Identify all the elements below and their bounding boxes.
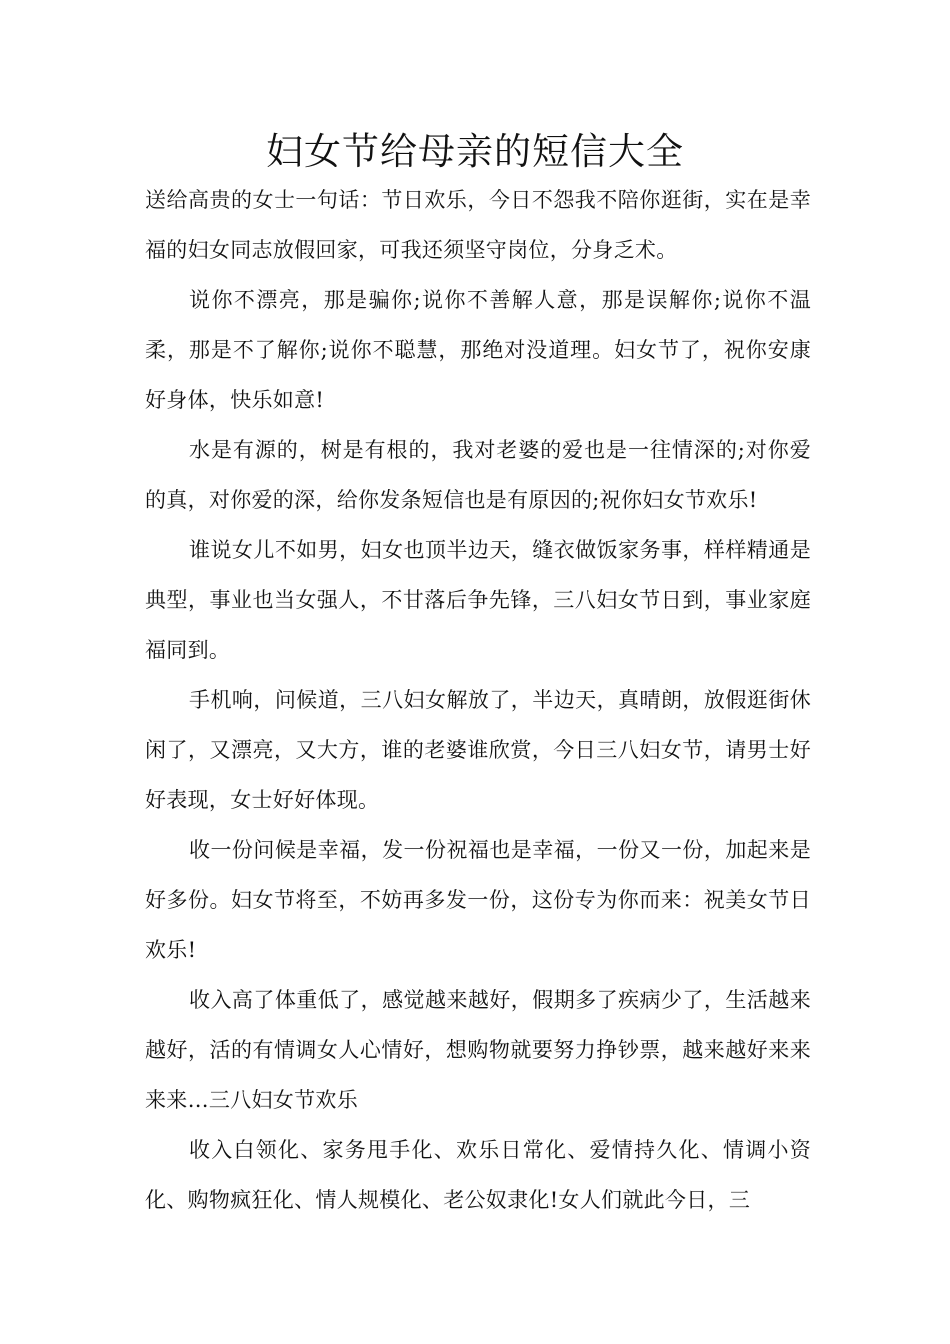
document-body <box>145 175 811 1225</box>
paragraph: 说你不漂亮，那是骗你;说你不善解人意，那是误解你;说你不温柔，那是不了解你;说你不聪慧，那绝对没道理。妇女节了，祝你安康好身体，快乐如意! <box>145 288 811 412</box>
paragraph: 收一份问候是幸福，发一份祝福也是幸福，一份又一份，加起来是好多份。妇女节将至，不妨再多发一份，这份专为你而来：祝美女节日欢乐! <box>145 838 811 962</box>
paragraph: 送给高贵的女士一句话：节日欢乐，今日不怨我不陪你逛街，实在是幸福的妇女同志放假回家，可我还须坚守岗位，分身乏术。 <box>145 188 811 262</box>
paragraph: 谁说女儿不如男，妇女也顶半边天，缝衣做饭家务事，样样精通是典型，事业也当女强人，不甘落后争先锋，三八妇女节日到，事业家庭福同到。 <box>145 538 811 662</box>
paragraph: 水是有源的，树是有根的，我对老婆的爱也是一往情深的;对你爱的真，对你爱的深，给你发条短信也是有原因的;祝你妇女节欢乐! <box>145 438 811 512</box>
paragraph: 手机响，问候道，三八妇女解放了，半边天，真晴朗，放假逛街休闲了，又漂亮，又大方，谁的老婆谁欣赏，今日三八妇女节，请男士好好表现，女士好好体现。 <box>145 688 811 812</box>
paragraph: 收入白领化、家务甩手化、欢乐日常化、爱情持久化、情调小资化、购物疯狂化、情人规模化、老公奴隶化!女人们就此今日，三 <box>145 1138 811 1212</box>
document-title: 妇女节给母亲的短信大全 <box>266 130 684 173</box>
paragraph: 收入高了体重低了，感觉越来越好，假期多了疾病少了，生活越来越好，活的有情调女人心情好，想购物就要努力挣钞票，越来越好来来来来…三八妇女节欢乐 <box>145 988 811 1112</box>
